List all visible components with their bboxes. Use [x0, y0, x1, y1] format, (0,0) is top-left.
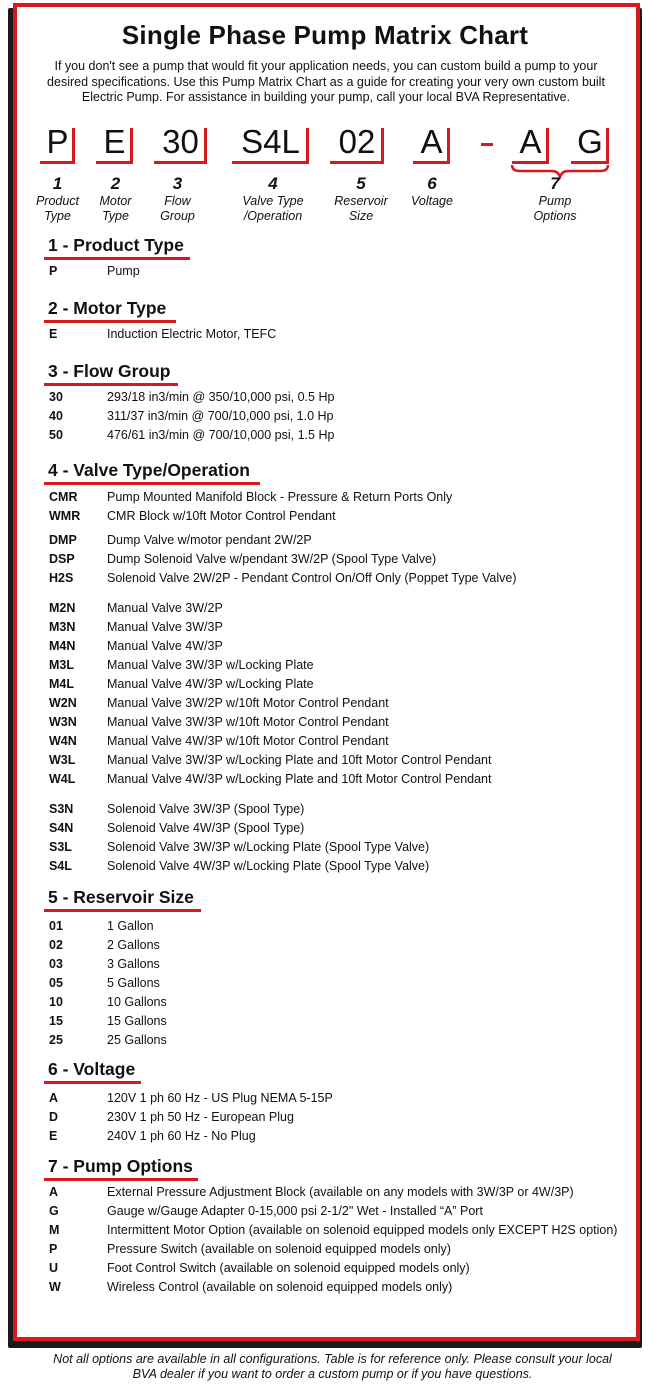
section-underline: [44, 320, 176, 323]
code-letter: A: [519, 123, 542, 160]
code-letter: P: [46, 123, 69, 160]
section-underline: [44, 257, 190, 260]
code-box-voltage: [413, 122, 450, 164]
code-box-flow: [154, 122, 207, 164]
section-underline: [44, 1081, 141, 1084]
code-letter: A: [420, 123, 443, 160]
section-heading-reservoir-size: 5 - Reservoir Size: [48, 887, 194, 907]
section-heading-voltage: 6 - Voltage: [48, 1059, 136, 1079]
section-underline: [44, 909, 201, 912]
position-label-4: 4 Valve Type /Operation: [242, 174, 304, 223]
section-underline: [44, 482, 260, 485]
page-title: Single Phase Pump Matrix Chart: [121, 20, 529, 50]
position-label-2: 2 Motor Type: [99, 174, 132, 223]
section-heading-motor-type: 2 - Motor Type: [48, 298, 167, 318]
position-label-5: 5 Reservoir Size: [334, 174, 388, 223]
intro-paragraph: If you don't see a pump that would fit your application needs, you can custom build a pump to your desired specifications. Use this Pump Matrix Chart as a guide for creating your very own custom built Electric Pump. For assistance in building your pump, call your local BVA Representative.: [47, 59, 605, 104]
code-box-valve: [232, 122, 309, 164]
code-box-option-2: [571, 122, 609, 164]
position-label-6: 6 Voltage: [411, 174, 453, 208]
section-underline: [44, 383, 178, 386]
position-label-7: 7 Pump Options: [533, 174, 577, 223]
section-heading-product-type: 1 - Product Type: [48, 235, 184, 255]
code-box-option-1: [512, 122, 549, 164]
code-letter: 02: [338, 123, 376, 160]
section-heading-pump-options: 7 - Pump Options: [48, 1156, 193, 1176]
code-box-motor: [96, 122, 133, 164]
code-letter: G: [577, 123, 603, 160]
section-heading-flow-group: 3 - Flow Group: [48, 361, 171, 381]
code-letter: E: [103, 123, 126, 160]
section-underline: [44, 1178, 198, 1181]
code-box-product: [40, 122, 75, 164]
footnote: Not all options are available in all configurations. Table is for reference only. Please consult your local BVA dealer if you want to order a custom pump or if you have questions.: [53, 1352, 612, 1381]
code-dash: [481, 143, 493, 146]
section-heading-valve-type: 4 - Valve Type/Operation: [48, 460, 250, 480]
code-letter: S4L: [241, 123, 300, 160]
position-label-3: 3 Flow Group: [160, 174, 195, 223]
code-letter: 30: [162, 123, 199, 160]
code-box-reservoir: [330, 122, 384, 164]
position-label-1: 1 Product Type: [35, 174, 80, 223]
